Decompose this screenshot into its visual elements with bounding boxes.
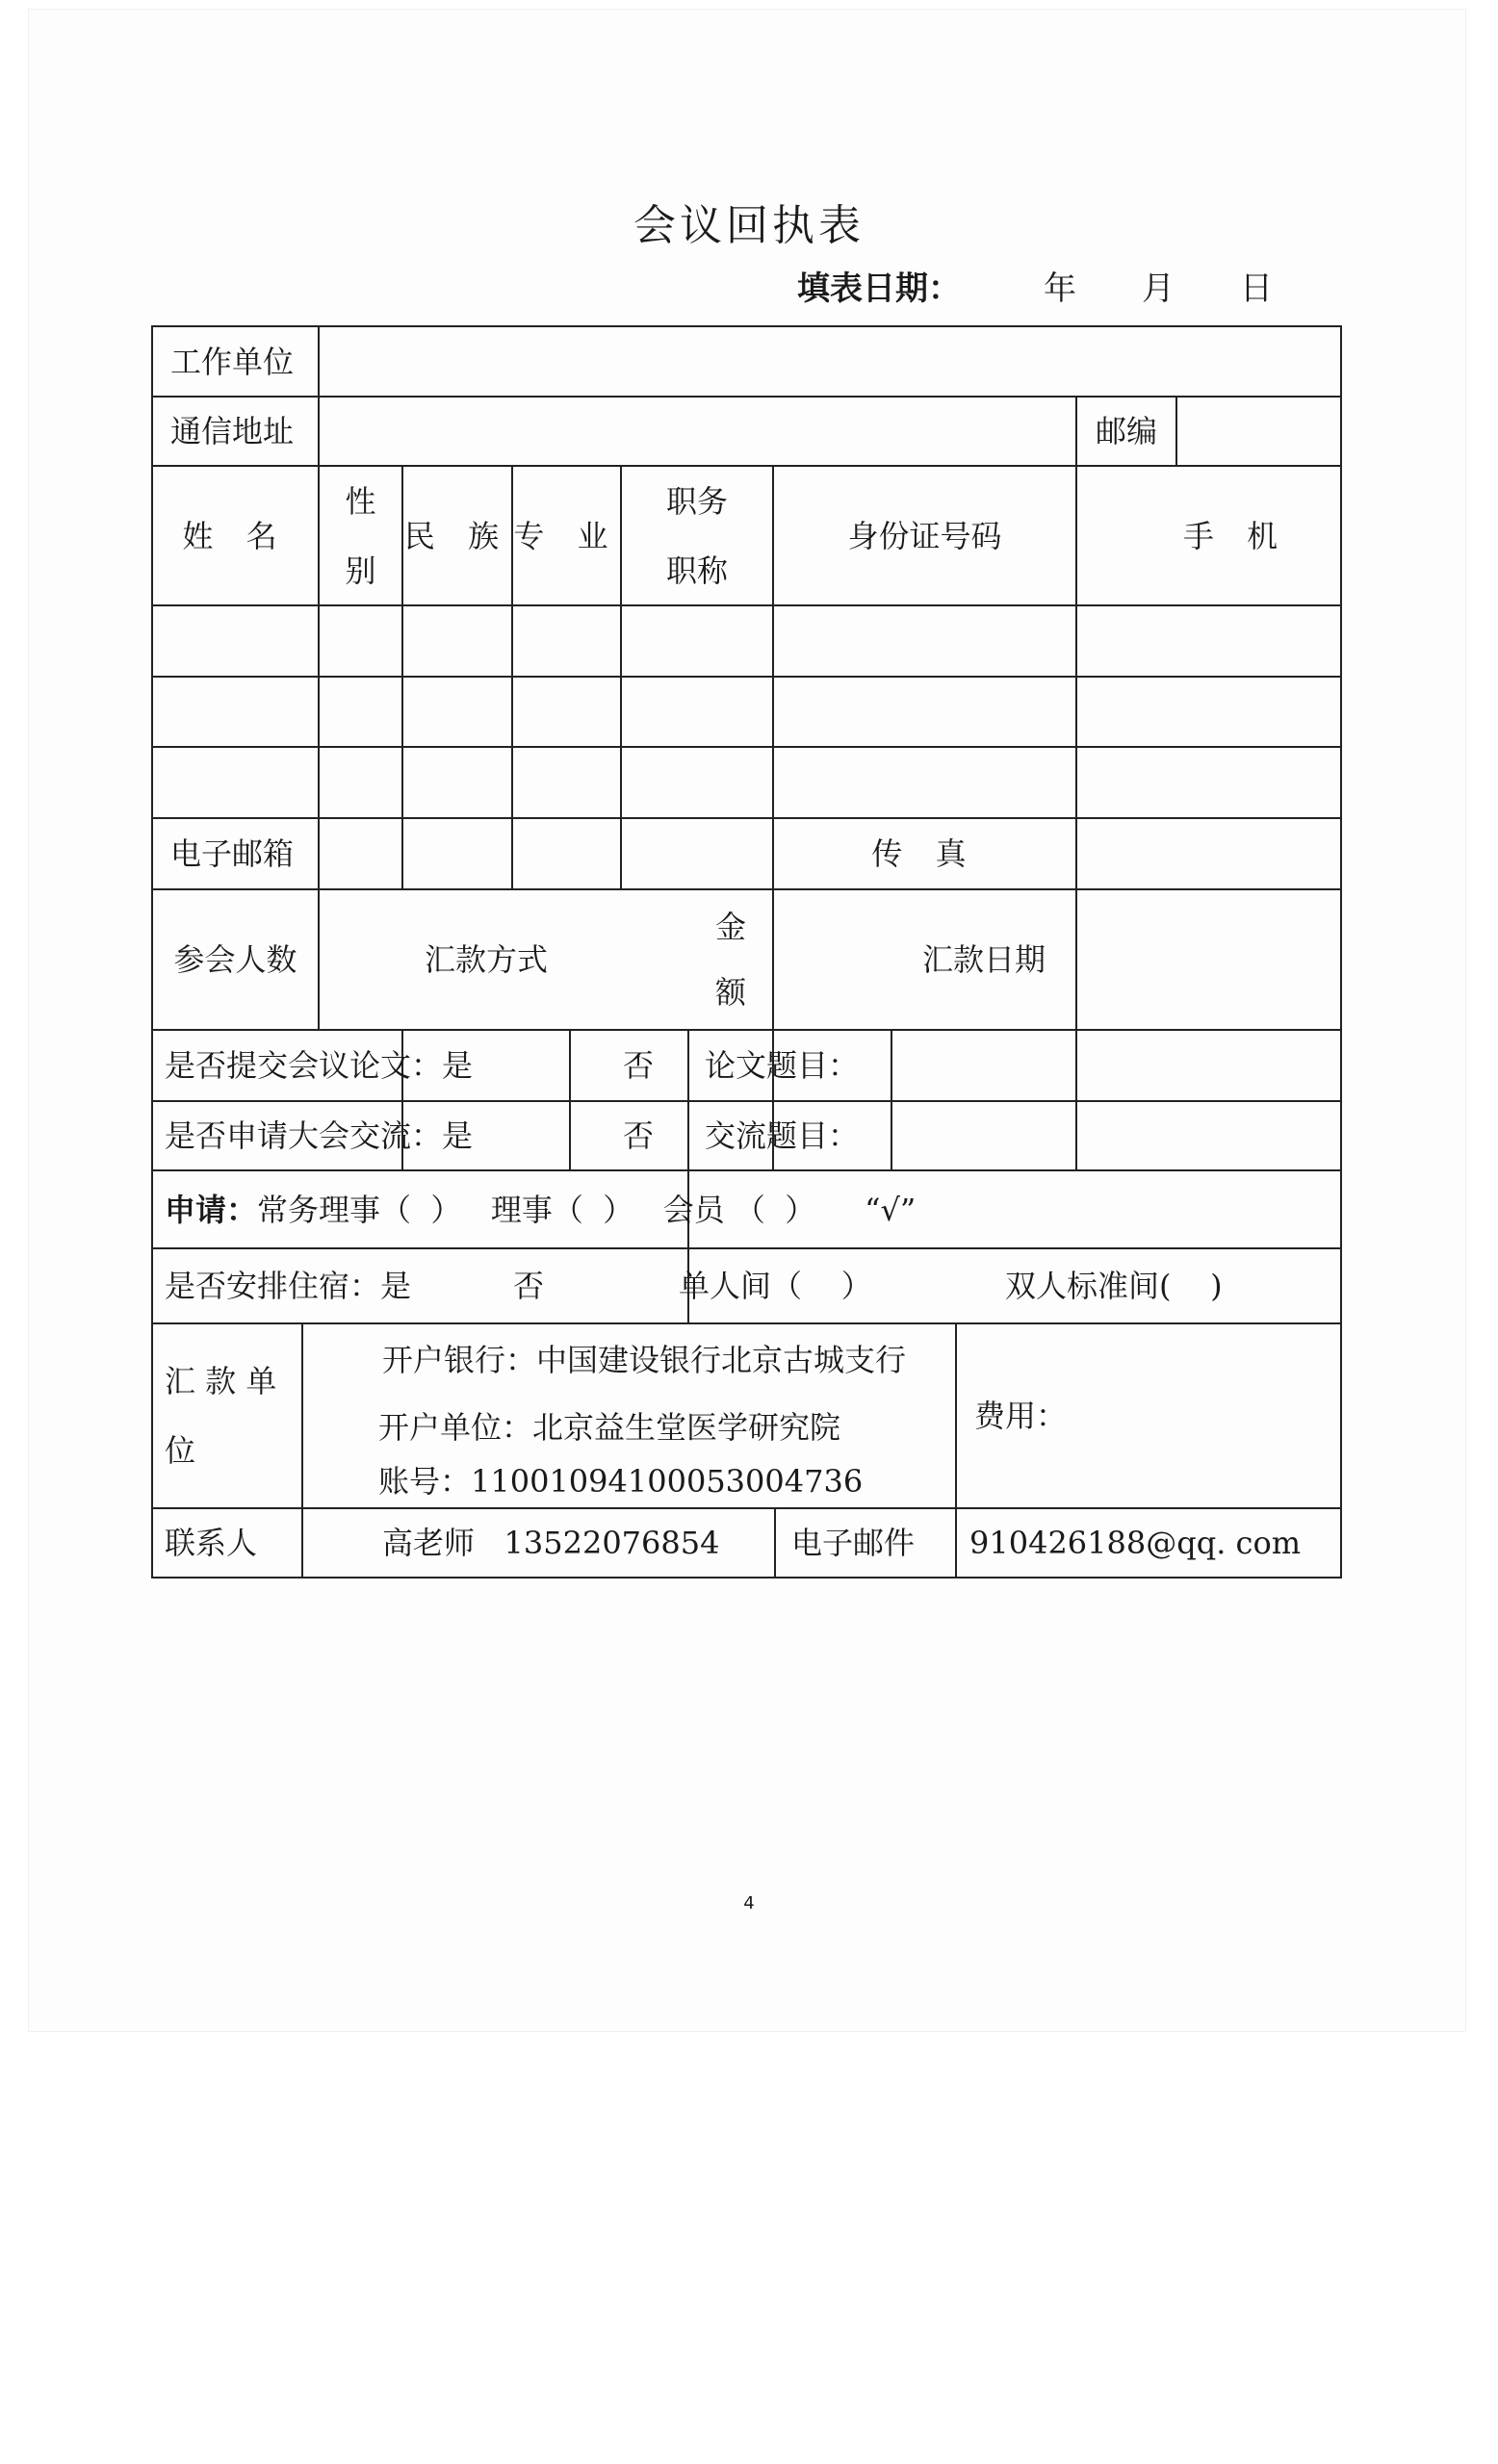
col-header-major-text: 专 业 bbox=[513, 517, 620, 554]
fill-date-year: 年 bbox=[1044, 270, 1076, 308]
apply-row bbox=[165, 1171, 916, 1247]
fee-label: 费用： bbox=[974, 1398, 1068, 1434]
talk-no-option[interactable]: 否 bbox=[623, 1117, 655, 1154]
attendees-field[interactable] bbox=[320, 890, 401, 1029]
contact-label: 联系人 bbox=[165, 1525, 258, 1561]
contact-email-value[interactable]: 910426188@qq. com bbox=[969, 1525, 1302, 1561]
apply-label: 申请： bbox=[165, 1191, 258, 1228]
fill-date-label: 填表日期： bbox=[797, 270, 961, 308]
talk-question: 是否申请大会交流：是 bbox=[165, 1117, 474, 1154]
payment-method-label: 汇款方式 bbox=[424, 941, 548, 978]
attendees-label: 参会人数 bbox=[173, 941, 297, 978]
col-header-name-text: 姓 名 bbox=[182, 517, 289, 554]
work-unit-field[interactable] bbox=[320, 327, 1338, 396]
payment-method-field[interactable] bbox=[571, 890, 687, 1029]
table-border-right bbox=[1340, 325, 1342, 1578]
col-header-ethnicity bbox=[403, 467, 511, 604]
fill-date-month: 月 bbox=[1142, 270, 1175, 308]
col-header-position-bottom: 职称 bbox=[665, 552, 728, 589]
talk-title-label: 交流题目： bbox=[705, 1117, 860, 1154]
col-header-position bbox=[622, 467, 772, 604]
attendee-row-1[interactable] bbox=[153, 606, 1340, 676]
attendee-row-2[interactable] bbox=[153, 678, 1340, 746]
attendee-row-3[interactable] bbox=[153, 748, 1340, 817]
amount-field[interactable] bbox=[774, 890, 891, 1029]
page-number: 4 bbox=[743, 1893, 755, 1913]
col-header-major bbox=[513, 467, 620, 604]
col-line bbox=[569, 1029, 571, 1169]
receipt-form-table bbox=[151, 325, 1342, 1578]
col-line bbox=[955, 1322, 957, 1578]
postcode-label: 邮编 bbox=[1095, 413, 1157, 449]
col-line bbox=[774, 1507, 776, 1578]
address-label: 通信地址 bbox=[170, 413, 295, 449]
remit-unit-label-1: 汇 款 单 bbox=[165, 1363, 277, 1399]
col-header-id-number: 身份证号码 bbox=[847, 517, 1002, 554]
amount-label-top: 金 bbox=[714, 909, 746, 945]
fax-label bbox=[774, 818, 1075, 888]
col-line bbox=[687, 1029, 689, 1169]
fax-label-text: 传 真 bbox=[871, 834, 978, 872]
address-field[interactable] bbox=[320, 398, 1073, 465]
col-header-gender bbox=[320, 467, 401, 604]
payment-date-label: 汇款日期 bbox=[921, 941, 1046, 978]
fill-date bbox=[797, 262, 1278, 310]
fill-date-day: 日 bbox=[1240, 270, 1273, 308]
col-header-ethnicity-text: 民 族 bbox=[403, 517, 511, 554]
col-line bbox=[301, 1507, 303, 1578]
lodging-no-option[interactable]: 否 bbox=[513, 1268, 545, 1304]
amount-label-bottom: 额 bbox=[714, 974, 746, 1011]
account-number-info: 账号：11001094100053004736 bbox=[378, 1463, 864, 1500]
col-header-position-top: 职务 bbox=[665, 482, 728, 520]
fax-field[interactable] bbox=[1077, 818, 1340, 888]
col-header-gender-bottom: 别 bbox=[345, 552, 376, 589]
col-line bbox=[301, 1322, 303, 1507]
paper-no-option[interactable]: 否 bbox=[623, 1047, 655, 1084]
remit-unit-label-2: 位 bbox=[165, 1432, 196, 1469]
email-field[interactable] bbox=[320, 818, 772, 888]
account-unit-info: 开户单位：北京益生堂医学研究院 bbox=[378, 1409, 841, 1446]
col-header-gender-top: 性 bbox=[345, 482, 376, 520]
table-border-bottom bbox=[151, 1577, 1342, 1578]
paper-question: 是否提交会议论文：是 bbox=[165, 1047, 474, 1084]
col-header-name bbox=[153, 467, 318, 604]
col-header-phone bbox=[1077, 467, 1340, 604]
col-header-phone-text: 手 机 bbox=[1183, 517, 1290, 554]
form-title: 会议回执表 bbox=[633, 201, 865, 250]
bank-info: 开户银行：中国建设银行北京古城支行 bbox=[382, 1342, 907, 1378]
contact-email-label: 电子邮件 bbox=[791, 1525, 916, 1561]
work-unit-label: 工作单位 bbox=[170, 343, 295, 380]
paper-title-label: 论文题目： bbox=[705, 1047, 860, 1084]
amount-label bbox=[689, 890, 772, 1029]
apply-options[interactable]: 常务理事（ ） 理事（ ） 会员 （ ） “√” bbox=[257, 1191, 917, 1228]
double-room-option[interactable]: 双人标准间( ) bbox=[1005, 1268, 1223, 1304]
contact-value: 高老师 13522076854 bbox=[382, 1525, 720, 1561]
postcode-field[interactable] bbox=[1177, 398, 1340, 465]
remit-unit-label bbox=[165, 1324, 301, 1507]
payment-date-field[interactable] bbox=[1077, 890, 1340, 1029]
email-label: 电子邮箱 bbox=[170, 834, 295, 872]
single-room-option[interactable]: 单人间（ ） bbox=[679, 1268, 872, 1304]
lodging-question: 是否安排住宿：是 bbox=[165, 1268, 412, 1304]
